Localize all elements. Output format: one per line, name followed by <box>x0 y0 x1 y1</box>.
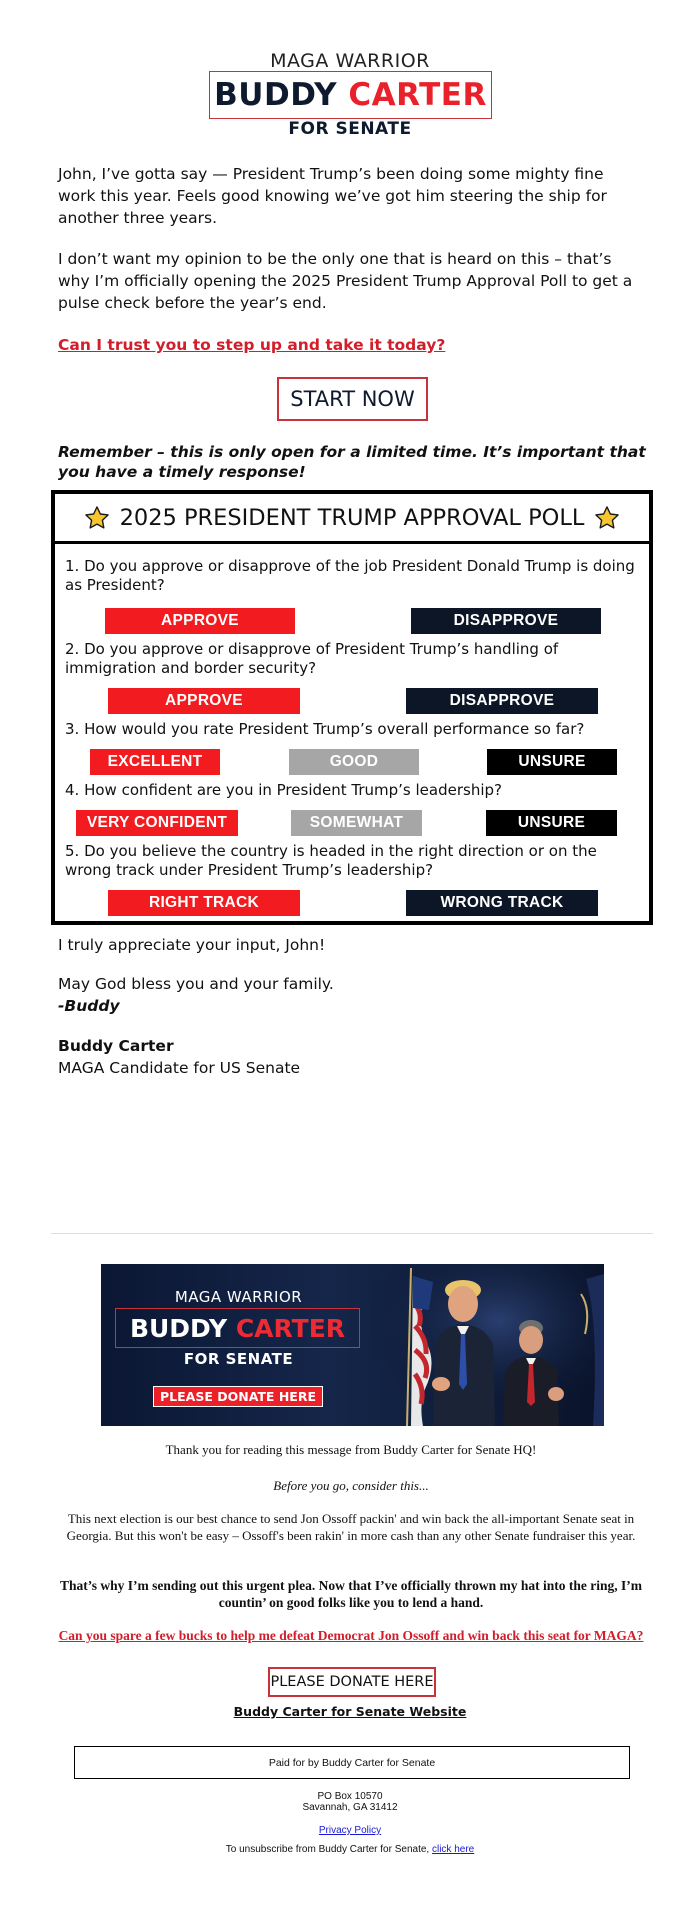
privacy-line <box>0 1825 700 1837</box>
cta-line <box>58 334 643 356</box>
cta-link[interactable]: Can I trust you to step up and take it today? <box>58 336 446 354</box>
remember-note: Remember – this is only open for a limited time. It’s important that you have a timely response! <box>58 443 646 481</box>
poll-question-5: 5. Do you believe the country is headed in the right direction or on the wrong track under President Trump’s leadership? <box>65 842 597 879</box>
website-link[interactable]: Buddy Carter for Senate Website <box>233 1704 467 1719</box>
poll-title: 2025 PRESIDENT TRUMP APPROVAL POLL <box>119 504 585 531</box>
q4-unsure-button[interactable]: UNSURE <box>486 810 617 836</box>
banner-photo-figures <box>371 1264 604 1426</box>
poll-intro-paragraph: I don’t want my opinion to be the only one that is heard on this – that’s why I’m officially opening the 2025 President Trump Approval Poll to get a pulse check before the year’s end. <box>58 250 633 312</box>
q2-approve-button[interactable]: APPROVE <box>108 688 300 714</box>
poll-question-4: 4. How confident are you in President Trump’s leadership? <box>65 781 502 799</box>
banner-name-box <box>115 1308 360 1348</box>
q3-good-button[interactable]: GOOD <box>289 749 419 775</box>
banner-top-line: MAGA WARRIOR <box>174 1288 303 1306</box>
po-box: PO Box 10570 <box>317 1791 383 1802</box>
spare-line <box>58 1627 644 1644</box>
paid-for-box: Paid for by Buddy Carter for Senate <box>74 1746 630 1779</box>
banner-sub-line: FOR SENATE <box>183 1350 294 1368</box>
banner-donate-button[interactable]: PLEASE DONATE HERE <box>153 1386 323 1407</box>
start-now-button[interactable]: START NOW <box>277 377 428 421</box>
approval-poll <box>51 490 653 925</box>
please-donate-button[interactable]: PLEASE DONATE HERE <box>268 1667 436 1697</box>
appreciate-line: I truly appreciate your input, John! <box>58 936 326 954</box>
banner-name: BUDDY CARTER <box>129 1313 346 1343</box>
intro-paragraph: John, I’ve gotta say — President Trump’s been doing some mighty fine work this year. Feels good knowing we’ve got him steering the ship for another three years. <box>58 165 607 227</box>
before-you-go-line: Before you go, consider this... <box>273 1478 429 1493</box>
logo-top-line: MAGA WARRIOR <box>270 50 430 72</box>
poll-question-3: 3. How would you rate President Trump’s overall performance so far? <box>65 720 585 738</box>
q5-wrong-track-button[interactable]: WRONG TRACK <box>406 890 598 916</box>
logo-sub-line: FOR SENATE <box>288 119 412 139</box>
q4-somewhat-button[interactable]: SOMEWHAT <box>291 810 422 836</box>
unsubscribe-text: To unsubscribe from Buddy Carter for Senate, <box>225 1844 430 1855</box>
q2-disapprove-button[interactable]: DISAPPROVE <box>406 688 598 714</box>
signature-name: Buddy Carter <box>58 1037 174 1055</box>
q4-very-confident-button[interactable]: VERY CONFIDENT <box>76 810 238 836</box>
signature-title: MAGA Candidate for US Senate <box>58 1059 301 1077</box>
plea-paragraph: That’s why I’m sending out this urgent plea. Now that I’ve officially thrown my hat into the ring, I’m countin’ on good folks like you to lend a hand. <box>59 1578 643 1610</box>
star-icon <box>594 505 620 531</box>
q1-approve-button[interactable]: APPROVE <box>105 608 295 634</box>
city-line: Savannah, GA 31412 <box>302 1802 398 1813</box>
privacy-policy-link[interactable]: Privacy Policy <box>318 1825 382 1836</box>
signoff-line: -Buddy <box>58 997 120 1015</box>
unsubscribe-link[interactable]: click here <box>431 1844 475 1855</box>
q3-unsure-button[interactable]: UNSURE <box>487 749 617 775</box>
q3-excellent-button[interactable]: EXCELLENT <box>90 749 220 775</box>
poll-question-1: 1. Do you approve or disapprove of the job President Donald Trump is doing as President? <box>65 557 635 594</box>
bless-line: May God bless you and your family. <box>58 975 334 993</box>
q5-right-track-button[interactable]: RIGHT TRACK <box>108 890 300 916</box>
star-icon <box>84 505 110 531</box>
footer-divider <box>51 1233 653 1234</box>
donate-banner[interactable] <box>101 1264 604 1426</box>
logo-name-box <box>209 71 492 119</box>
poll-header <box>55 494 649 544</box>
election-paragraph: This next election is our best chance to send Jon Ossoff packin' and win back the all-important Senate seat in Georgia. But this won't be easy – Ossoff's been rakin' in more cash than any other Senate fundraiser this year. <box>66 1511 636 1543</box>
unsubscribe-line <box>0 1844 700 1856</box>
logo-name: BUDDY CARTER <box>214 77 487 113</box>
spare-link[interactable]: Can you spare a few bucks to help me defeat Democrat Jon Ossoff and win back this seat for MAGA? <box>58 1628 644 1643</box>
thanks-line: Thank you for reading this message from Buddy Carter for Senate HQ! <box>165 1442 537 1457</box>
q1-disapprove-button[interactable]: DISAPPROVE <box>411 608 601 634</box>
poll-question-2: 2. Do you approve or disapprove of President Trump’s handling of immigration and border security? <box>65 640 559 677</box>
